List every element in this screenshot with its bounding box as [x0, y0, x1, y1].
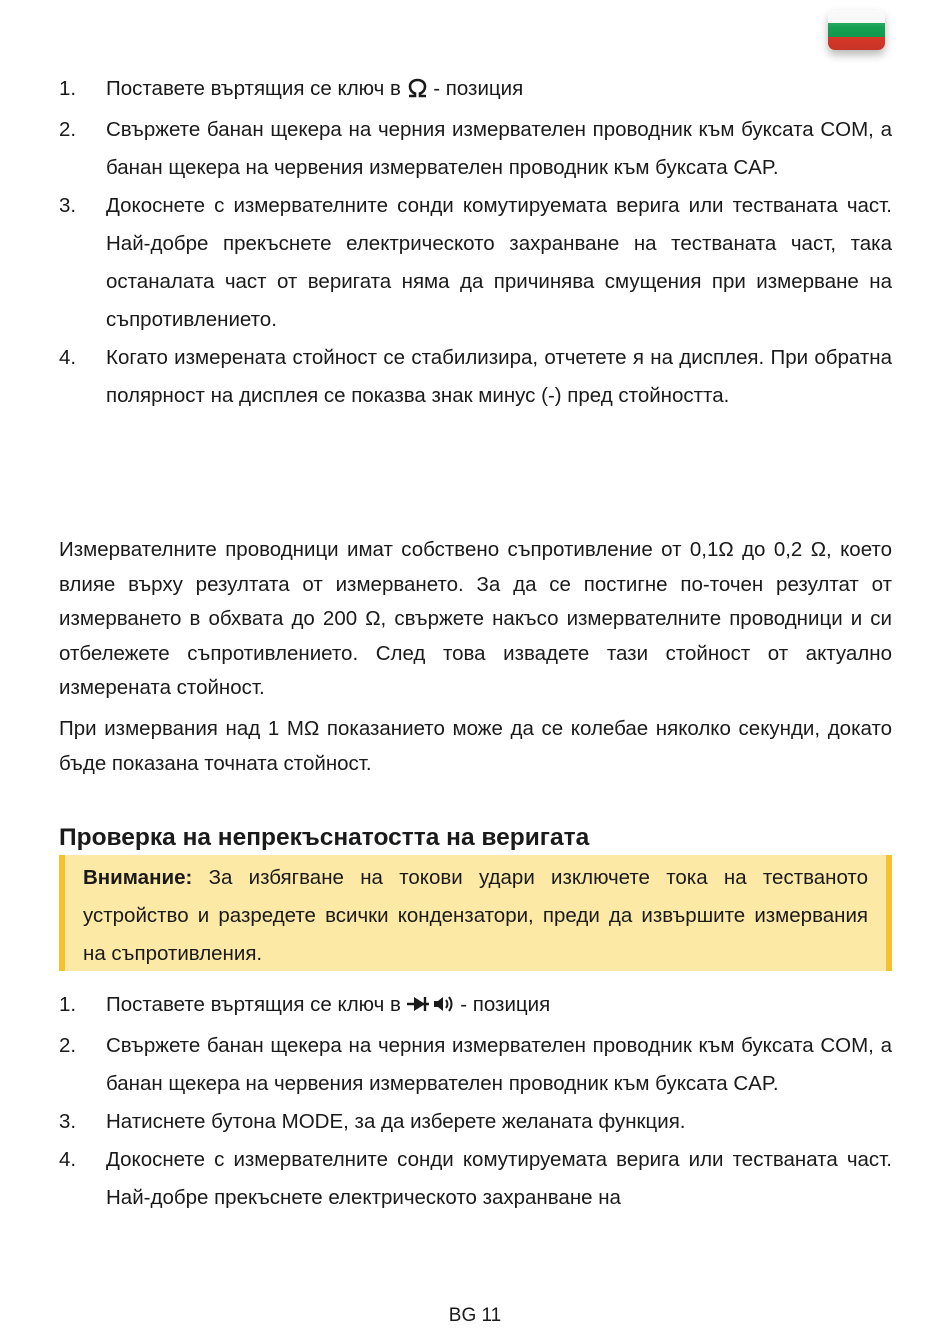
warning-label: Внимание:: [83, 866, 193, 889]
item-number: 2.: [59, 1034, 77, 1057]
item-text: Докоснете с измервателните сонди комутируемата верига или тестваната част. Най-добре прекъснете електрическото захранване на: [106, 1148, 892, 1209]
item-text: Свържете банан щекера на черния измервателен проводник към буксата COM, а банан щекера на червения измервателен проводник към буксата CAP.: [106, 1034, 892, 1095]
item-number: 4.: [59, 1148, 77, 1171]
item-text: Когато измерената стойност се стабилизира, отчетете я на дисплея. При обратна полярност на дисплея се показва знак минус (-) пред стойността.: [106, 346, 892, 407]
section-heading: Проверка на непрекъснатостта на веригата: [59, 824, 590, 851]
item-text-start: Поставете въртящия се ключ в: [106, 77, 407, 100]
list-item: [59, 986, 892, 1027]
item-text: Свържете банан щекера на черния измервателен проводник към буксата COM, а банан щекера на червения измервателен проводник към буксата CAP.: [106, 118, 892, 179]
item-text-end: - позиция: [454, 993, 551, 1016]
item-text-start: Поставете въртящия се ключ в: [106, 993, 407, 1016]
list-item: [59, 187, 892, 339]
item-number: 2.: [59, 118, 77, 141]
list-item: [59, 70, 892, 111]
continuity-steps-list: [59, 986, 892, 1217]
item-number: 3.: [59, 194, 77, 217]
list-item: [59, 1103, 892, 1141]
omega-icon: [407, 73, 428, 111]
lead-resistance-paragraph: Измервателните проводници имат собствено съпротивление от 0,1Ω до 0,2 Ω, което влияе върху резултата от измерването. За да се постигне по-точен резултат от измерването в обхвата до 200 Ω, свържете накъсо измервателните проводници и си отбележете съпротивлението. След това извадете тази стойност от актуално измерената стойност.: [59, 538, 892, 699]
item-number: 4.: [59, 346, 77, 369]
bulgarian-flag-icon: [828, 10, 885, 50]
resistance-steps-list: [59, 70, 892, 415]
list-item: [59, 111, 892, 187]
warning-box: [59, 855, 892, 971]
list-item: [59, 1141, 892, 1217]
item-number: 1.: [59, 993, 77, 1016]
megaohm-note-paragraph: При измервания над 1 MΩ показанието може да се колебае няколко секунди, докато бъде показана точната стойност.: [59, 717, 892, 775]
item-number: 3.: [59, 1110, 77, 1133]
item-text-end: - позиция: [427, 77, 524, 100]
page-number: BG 11: [448, 1305, 502, 1326]
item-text: Натиснете бутона MODE, за да изберете желаната функция.: [106, 1110, 686, 1133]
item-number: 1.: [59, 77, 77, 100]
warning-text: За избягване на токови удари изключете тока на тестваното устройство и разредете всички кондензатори, преди да извършите измервания на съпротивления.: [83, 866, 868, 965]
list-item: [59, 1027, 892, 1103]
item-text: Докоснете с измервателните сонди комутируемата верига или тестваната част. Най-добре прекъснете електрическото захранване на тестваната част, така останалата част от веригата няма да причинява смущения при измерване на съпротивлението.: [106, 194, 892, 331]
list-item: [59, 339, 892, 415]
diode-continuity-icon: [407, 989, 455, 1027]
